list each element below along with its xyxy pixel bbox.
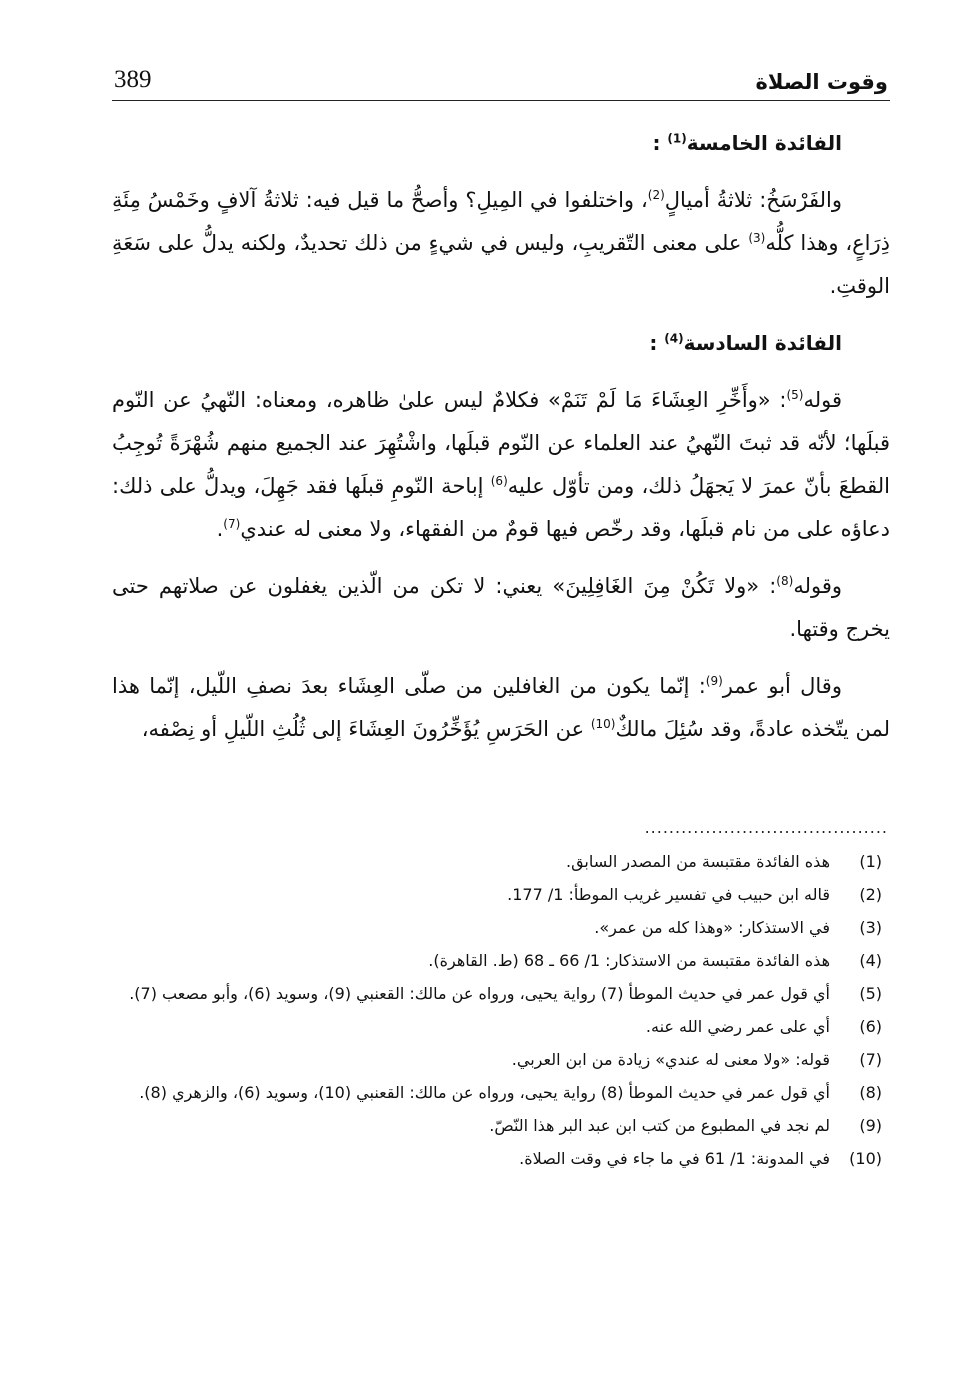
paragraph-text: : إنّما يكون من الغافلين من صلّى العِشَاء بعدَ نصفِ اللّيل، إنّما هذا لمن يتّخذه عادةً، وقد سُئِلَ مالكٌ [112, 674, 890, 741]
paragraph-text: . [216, 517, 224, 541]
footnote-ref: (1) [667, 131, 687, 146]
paragraph-text: على معنى التّقريبِ، وليس في شيءٍ من ذلك تحديدٌ، ولكنه يدلُّ على سَعَةِ الوقتِ. [112, 231, 890, 298]
page-header [112, 64, 890, 104]
footnote-item [112, 1145, 890, 1173]
footnote-ref: (2) [647, 188, 665, 202]
footnote-separator: ........................................ [644, 818, 888, 837]
footnote-text: لم نجد في المطبوع من كتب ابن عبد البر هذا النّصّ. [489, 1116, 830, 1135]
footnote-number: (1) [859, 852, 882, 871]
footnote-ref: (3) [748, 231, 766, 245]
footnote-number: (10) [849, 1149, 882, 1168]
footnote-text: قوله: «ولا معنى له عندي» زيادة من ابن العربي. [511, 1050, 830, 1069]
footnote-text: في الاستذكار: «وهذا كله من عمر». [594, 918, 830, 937]
footnote-text: أي على عمر رضي الله عنه. [645, 1017, 830, 1036]
paragraph-text: وقال أبو عمر [722, 674, 842, 698]
footnote-item [112, 1046, 890, 1074]
footnote-item [112, 947, 890, 975]
footnote-item [112, 848, 890, 876]
footnote-text: قاله ابن حبيب في تفسير غريب الموطأ: 1/ 177. [507, 885, 830, 904]
footnotes [112, 848, 890, 1178]
footnote-ref: (10) [590, 717, 616, 731]
footnote-ref: (4) [664, 331, 684, 346]
footnote-number: (5) [859, 984, 882, 1003]
heading-text: الفائدة الخامسة [686, 131, 842, 155]
heading-colon: : [652, 131, 661, 155]
header-rule [112, 100, 890, 101]
paragraph-text: ، واختلفوا في المِيلِ؟ وأصحُّ ما قيل فيه: ثلاثةُ آلافٍ وخَمْسُ مِئَةِ ذِرَاعٍ، وهذا كلُّه [112, 188, 890, 255]
paragraph-farsakh [112, 179, 890, 308]
paragraph-text: والفَرْسَخُ: ثلاثةُ أميالٍ [664, 188, 842, 212]
footnote-item [112, 980, 890, 1008]
footnote-item [112, 1013, 890, 1041]
paragraph-text: عن الحَرَسِ يُؤَخِّرُونَ العِشَاءَ إلى ثُلُثِ اللّيلِ أو نِصْفه، [141, 717, 591, 741]
main-text [112, 118, 890, 765]
paragraph-text: : «ولا تَكُنْ مِنَ الغَافِلِينَ» يعني: لا تكن من الّذين يغفلون عن صلاتهم حتى يخرج وقتها. [112, 574, 890, 641]
paragraph-text: قوله [803, 388, 842, 412]
footnote-text: هذه الفائدة مقتبسة من المصدر السابق. [565, 852, 830, 871]
footnote-number: (4) [859, 951, 882, 970]
page-number: 389 [114, 66, 152, 93]
paragraph-heedless [112, 565, 890, 651]
footnote-item [112, 1112, 890, 1140]
footnote-item [112, 914, 890, 942]
running-head: وقوت الصلاة [755, 70, 888, 94]
paragraph-text: : «وأَخِّرِ العِشَاءَ مَا لَمْ تَنَمْ» فكلامٌ ليس علىٰ ظاهره، ومعناه: النّهيُ عن النّوم قبلَها؛ لأنّه قد ثبتَ النّهيُ عند العلماء عن النّوم قبلَها، واشْتُهِرَ عند الجميع منهم شُهْرَةً تُوجِبُ القطعَ بأنّ عمرَ لا يَجهَلُ ذلك، ومن تأوّل عليه [112, 388, 890, 498]
paragraph-text: إباحة النّومِ قبلَها فقد جَهِلَ، ويدلُّ على ذلك: دعاؤه على من نام قبلَها، وقد رخّص فيها قومٌ من الفقهاء، ولا معنى له عندي [112, 474, 890, 541]
paragraph-abu-umar [112, 665, 890, 751]
footnote-number: (3) [859, 918, 882, 937]
footnote-number: (6) [859, 1017, 882, 1036]
footnote-number: (2) [859, 885, 882, 904]
section-heading-fifth [112, 122, 890, 165]
footnote-number: (8) [859, 1083, 882, 1102]
footnote-number: (7) [859, 1050, 882, 1069]
footnote-text: أي قول عمر في حديث الموطأ (8) رواية يحيى، ورواه عن مالك: القعنبي (10)، وسويد (6)، والزهري (8). [139, 1083, 830, 1102]
footnote-ref: (9) [705, 674, 723, 688]
footnote-ref: (8) [776, 574, 794, 588]
heading-text: الفائدة السادسة [683, 331, 842, 355]
footnote-text: هذه الفائدة مقتبسة من الاستذكار: 1/ 66 ـ 68 (ط. القاهرة). [428, 951, 830, 970]
footnote-number: (9) [859, 1116, 882, 1135]
paragraph-text: وقوله [793, 574, 842, 598]
footnote-item [112, 881, 890, 909]
footnote-item [112, 1079, 890, 1107]
footnote-text: أي قول عمر في حديث الموطأ (7) رواية يحيى، ورواه عن مالك: القعنبي (9)، وسويد (6)، وأبو مصعب (7). [129, 984, 830, 1003]
footnote-ref: (6) [490, 474, 508, 488]
paragraph-delay-isha [112, 379, 890, 551]
heading-colon: : [649, 331, 658, 355]
footnote-text: في المدونة: 1/ 61 في ما جاء في وقت الصلاة. [519, 1149, 830, 1168]
footnote-ref: (7) [223, 517, 241, 531]
footnote-ref: (5) [786, 388, 804, 402]
section-heading-sixth [112, 322, 890, 365]
